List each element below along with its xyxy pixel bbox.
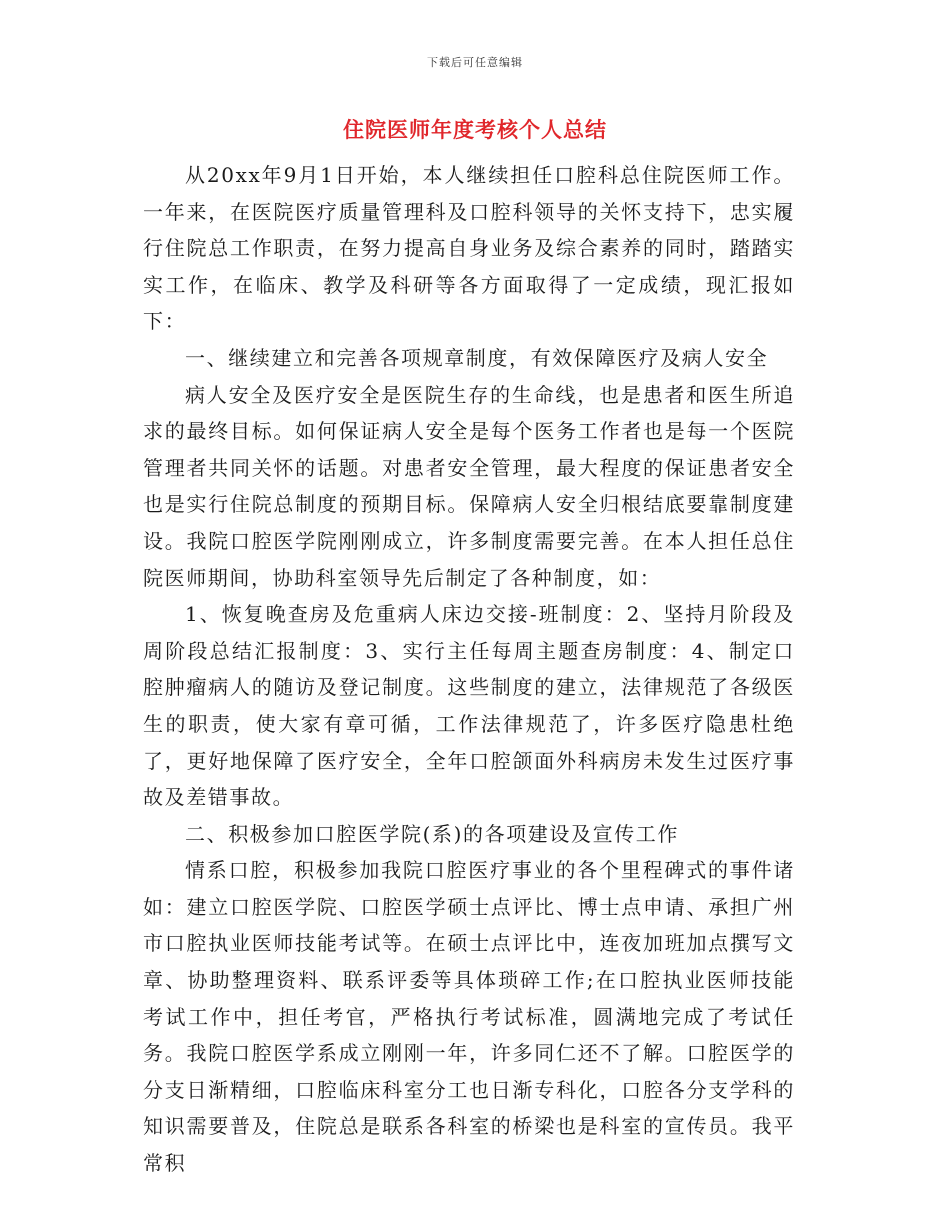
section-heading-2: 二、积极参加口腔医学院(系)的各项建设及宣传工作 [185,821,680,846]
document-title: 住院医师年度考核个人总结 [343,117,607,142]
document-body [143,157,795,1182]
paragraph-stomatology: 情系口腔，积极参加我院口腔医疗事业的各个里程碑式的事件诸如：建立口腔医学院、口腔医学硕士点评比、博士点申请、承担广州市口腔执业医师技能考试等。在硕士点评比中，连夜加班加点撰写文章、协助整理资料、联系评委等具体琐碎工作;在口腔执业医师技能考试工作中，担任考官，严格执行考试标准，圆满地完成了考试任务。我院口腔医学系成立刚刚一年，许多同仁还不了解。口腔医学的分支日渐精细，口腔临床科室分工也日渐专科化，口腔各分支学科的知识需要普及，住院总是联系各科室的桥梁也是科室的宣传员。我平常积 [143,858,795,1176]
header-note: 下载后可任意编辑 [427,56,523,69]
paragraph-systems: 1、恢复晚查房及危重病人床边交接-班制度：2、坚持月阶段及周阶段总结汇报制度：3、实行主任每周主题查房制度：4、制定口腔肿瘤病人的随访及登记制度。这些制度的建立，法律规范了各级医生的职责，使大家有章可循，工作法律规范了，许多医疗隐患杜绝了，更好地保障了医疗安全，全年口腔颌面外科病房未发生过医疗事故及差错事故。 [143,602,795,810]
section-heading-1: 一、继续建立和完善各项规章制度，有效保障医疗及病人安全 [185,345,769,370]
paragraph-safety: 病人安全及医疗安全是医院生存的生命线，也是患者和医生所追求的最终目标。如何保证病人安全是每个医务工作者也是每一个医院管理者共同关怀的话题。对患者安全管理，最大程度的保证患者安全也是实行住院总制度的预期目标。保障病人安全归根结底要靠制度建设。我院口腔医学院刚刚成立，许多制度需要完善。在本人担任总住院医师期间，协助科室领导先后制定了各种制度，如： [143,382,795,590]
paragraph-intro: 从20xx年9月1日开始，本人继续担任口腔科总住院医师工作。一年来，在医院医疗质量管理科及口腔科领导的关怀支持下，忠实履行住院总工作职责，在努力提高自身业务及综合素养的同时，踏踏实实工作，在临床、教学及科研等各方面取得了一定成绩，现汇报如下： [143,163,795,334]
